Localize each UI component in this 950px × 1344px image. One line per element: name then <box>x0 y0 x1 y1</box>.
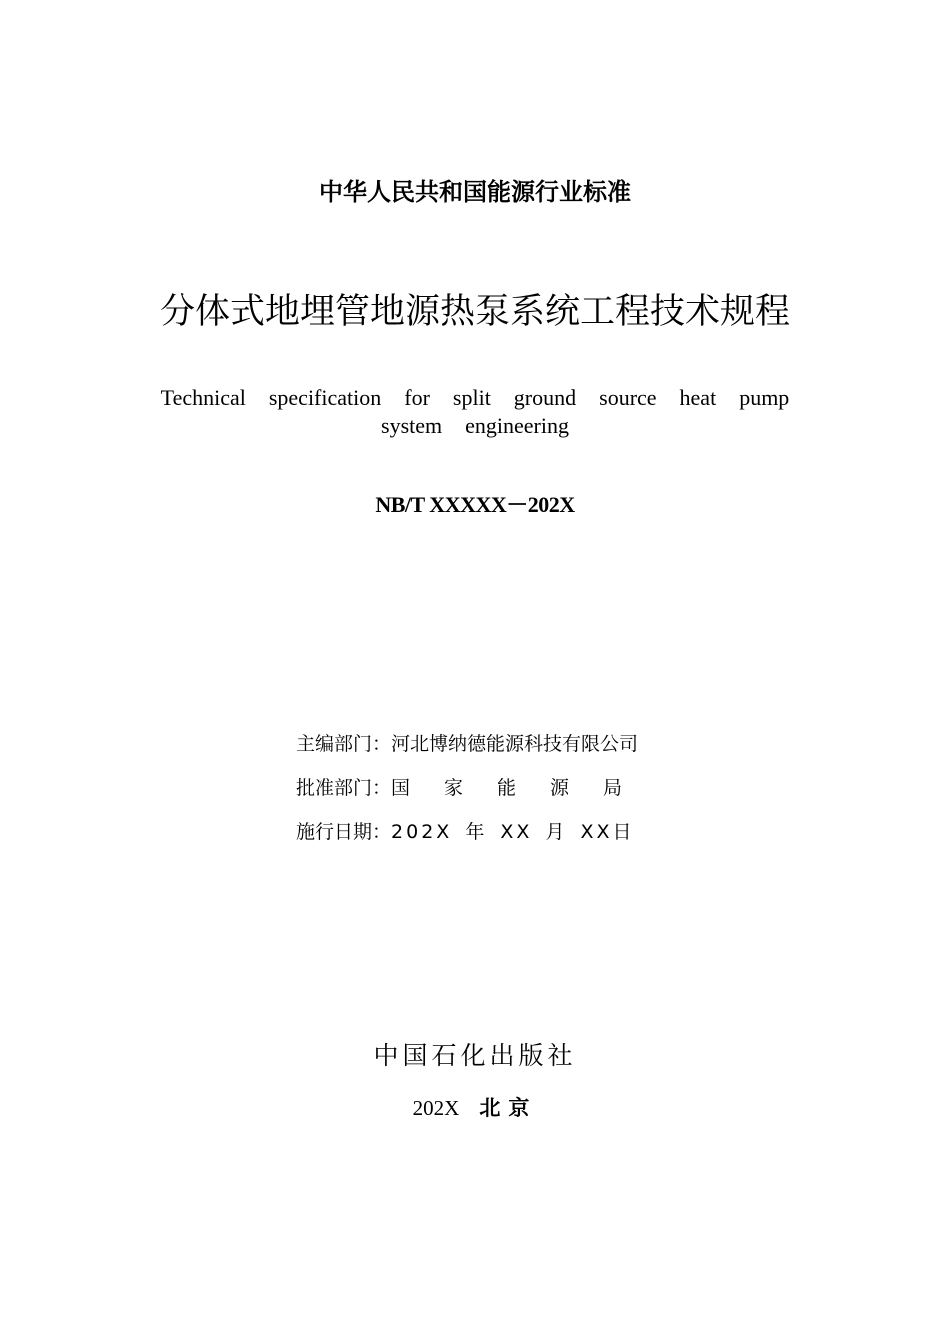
title-english-line-1: Technical specification for split ground source heat pump <box>160 385 790 410</box>
effective-date-row <box>296 817 656 861</box>
publication-year: 202X <box>412 1096 460 1120</box>
date-value: 202X 年 XX 月 XX日 <box>391 821 635 843</box>
date-label: 施行日期： <box>296 821 392 843</box>
publication-city: 北京 <box>479 1096 538 1120</box>
editor-value: 河北博纳德能源科技有限公司 <box>391 733 639 755</box>
editor-label: 主编部门： <box>296 733 392 755</box>
title-english <box>0 384 950 440</box>
standard-code: NB/T XXXXX－202X <box>375 492 575 517</box>
metadata-block <box>296 729 656 861</box>
approver-value: 国家能源局 <box>391 777 657 799</box>
publication-place <box>0 1092 950 1122</box>
publisher-name: 中国石化出版社 <box>373 1041 577 1070</box>
approver-row <box>296 773 656 817</box>
title-chinese: 分体式地埋管地源热泵系统工程技术规程 <box>159 292 790 332</box>
approver-label: 批准部门： <box>296 777 392 799</box>
title-english-line-2: system engineering <box>381 413 569 438</box>
editor-row <box>296 729 656 773</box>
issuing-organization: 中华人民共和国能源行业标准 <box>319 178 631 206</box>
